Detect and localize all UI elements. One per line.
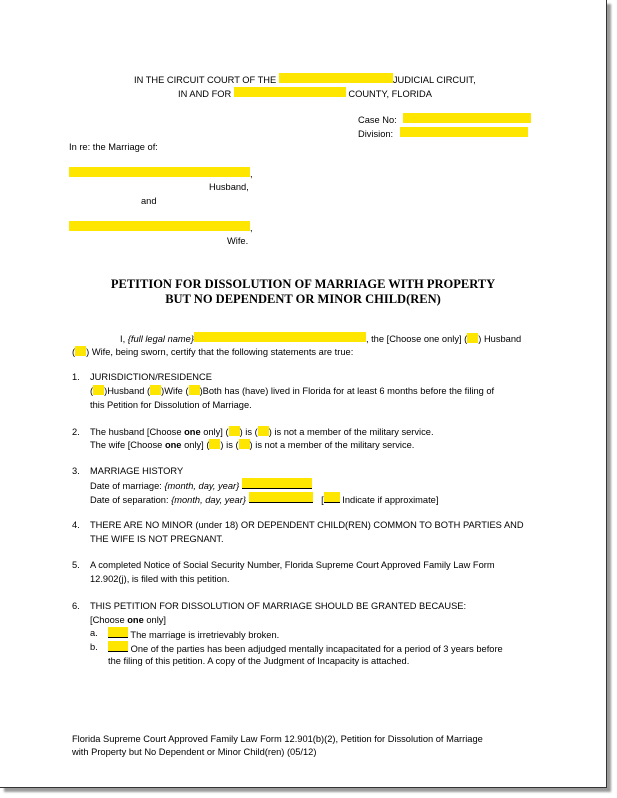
case-no-line [358, 113, 531, 126]
husband-name-field[interactable] [69, 167, 250, 177]
division-line [358, 127, 528, 140]
intro-i: I, [120, 334, 126, 344]
date-separation-field[interactable] [249, 492, 313, 503]
date-separation-format: {month, day, year} [171, 495, 246, 505]
s1-both-checkbox[interactable]: ( ) [185, 386, 203, 396]
s2-husband-line [90, 426, 434, 438]
county-field[interactable] [234, 87, 346, 97]
court-prefix: IN THE CIRCUIT COURT OF THE [134, 75, 277, 85]
division-field[interactable] [400, 127, 528, 137]
s5-line1: A completed Notice of Social Security Number, Florida Supreme Court Approved Family Law Form [90, 560, 495, 570]
s6-option-b-checkbox[interactable] [108, 641, 128, 652]
s2-number: 2. [72, 427, 80, 437]
s6-option-a-label: a. [90, 628, 98, 638]
judicial-circuit-field[interactable] [279, 73, 393, 83]
s6-one-bold: one [127, 615, 144, 625]
s6-option-a-checkbox[interactable] [108, 627, 128, 638]
s2-wife-is-checkbox[interactable]: ( ) [206, 440, 224, 450]
division-label: Division: [358, 129, 394, 139]
s1-husband-label: Husband [107, 386, 145, 396]
date-marriage-format: {month, day, year} [164, 481, 240, 491]
s6-line1: THIS PETITION FOR DISSOLUTION OF MARRIAGE SHOULD BE GRANTED BECAUSE: [90, 601, 467, 611]
s1-wife-label: Wife [164, 386, 183, 396]
s3-date-marriage-line [90, 478, 312, 492]
s2-is-label: is [226, 440, 233, 450]
case-no-label: Case No: [358, 115, 397, 125]
s1-husband-checkbox[interactable]: ( ) [90, 386, 108, 396]
s2-husband-is-not-checkbox[interactable]: ( ) [254, 427, 272, 437]
s6-option-b-line2: the filing of this petition. A copy of the Judgment of Incapacity is attached. [108, 656, 410, 666]
footer-line1: Florida Supreme Court Approved Family Law Form 12.901(b)(2), Petition for Dissolution of Marriage [72, 734, 483, 744]
comma: , [250, 223, 253, 233]
intro-husband-label: Husband [483, 334, 522, 344]
s6-number: 6. [72, 601, 80, 611]
and-label: and [141, 196, 157, 206]
s1-number: 1. [72, 372, 80, 382]
document-title-line2: BUT NO DEPENDENT OR MINOR CHILD(REN) [165, 292, 441, 306]
s2-husband-prefix: The husband [Choose [90, 427, 182, 437]
s1-heading: JURISDICTION/RESIDENCE [90, 372, 212, 382]
husband-name-line [69, 167, 253, 180]
s4-number: 4. [72, 520, 80, 530]
intro-line2 [72, 346, 353, 358]
document-title-line1: PETITION FOR DISSOLUTION OF MARRIAGE WITH PROPERTY [110, 277, 496, 291]
s2-is-label: is [245, 427, 252, 437]
court-line [134, 73, 476, 86]
s2-is-not-label: is not a member of the military service. [255, 440, 415, 450]
approx-checkbox[interactable] [324, 492, 340, 503]
s2-husband-is-checkbox[interactable]: ( ) [225, 427, 243, 437]
in-re-label: In re: the Marriage of: [69, 142, 158, 152]
s6-choose: [Choose [90, 615, 125, 625]
s2-is-not-label: is not a member of the military service. [274, 427, 434, 437]
full-legal-name-hint: {full legal name} [127, 334, 194, 344]
full-legal-name-field[interactable] [194, 332, 366, 342]
s3-date-sep-line [90, 492, 438, 506]
approx-bracket: [ [321, 495, 324, 505]
comma: , [250, 169, 253, 179]
county-line [178, 87, 432, 100]
judicial-circuit-label: JUDICIAL CIRCUIT, [392, 75, 476, 85]
s2-one-bold: one [184, 427, 201, 437]
wife-name-field[interactable] [69, 221, 250, 231]
intro-wife-checkbox[interactable]: ( ) [72, 347, 90, 357]
intro-husband-checkbox[interactable]: ( ) [464, 334, 482, 344]
s5-number: 5. [72, 560, 80, 570]
date-marriage-label: Date of marriage: [90, 481, 162, 491]
s4-line2: THE WIFE IS NOT PREGNANT. [90, 534, 224, 544]
s2-wife-is-not-checkbox[interactable]: ( ) [235, 440, 253, 450]
intro-line1 [120, 332, 521, 345]
date-marriage-field[interactable] [242, 478, 312, 489]
s3-number: 3. [72, 466, 80, 476]
footer-line2: with Property but No Dependent or Minor Child(ren) (05/12) [72, 747, 317, 757]
s2-only: only] [203, 427, 223, 437]
s2-wife-prefix: The wife [Choose [90, 440, 163, 450]
husband-label: Husband, [209, 182, 249, 192]
s3-heading: MARRIAGE HISTORY [90, 466, 184, 476]
county-label: COUNTY, FLORIDA [348, 89, 432, 99]
case-no-field[interactable] [403, 113, 531, 123]
s6-option-a [108, 627, 279, 641]
wife-label: Wife. [227, 236, 249, 246]
s4-line1: THERE ARE NO MINOR (under 18) OR DEPENDENT CHILD(REN) COMMON TO BOTH PARTIES AND [90, 520, 524, 530]
s6-option-b-text1: One of the parties has been adjudged mentally incapacitated for a period of 3 years before [130, 644, 503, 654]
date-separation-label: Date of separation: [90, 495, 169, 505]
s6-option-a-text: The marriage is irretrievably broken. [130, 630, 280, 640]
s6-only: only] [146, 615, 166, 625]
s1-both-label: Both has (have) lived in Florida for at least 6 months before the filing of [202, 386, 495, 396]
s5-line2: 12.902(j), is filed with this petition. [90, 574, 230, 584]
s1-line1 [90, 385, 494, 397]
choose-one-label: , the [Choose one only] [365, 334, 462, 344]
intro-wife-label: Wife, being sworn, certify that the following statements are true: [91, 347, 354, 357]
s1-wife-checkbox[interactable]: ( ) [147, 386, 165, 396]
s6-option-b [108, 641, 503, 655]
in-and-for-label: IN AND FOR [178, 89, 232, 99]
s2-wife-line [90, 439, 414, 451]
s1-line2: this Petition for Dissolution of Marriage. [90, 400, 252, 410]
approx-label: Indicate if approximate] [342, 495, 439, 505]
s6-choose-line [90, 614, 166, 626]
s2-one-bold: one [164, 440, 182, 450]
wife-name-line [69, 221, 253, 234]
s6-option-b-label: b. [90, 642, 98, 652]
s2-only: only] [184, 440, 204, 450]
